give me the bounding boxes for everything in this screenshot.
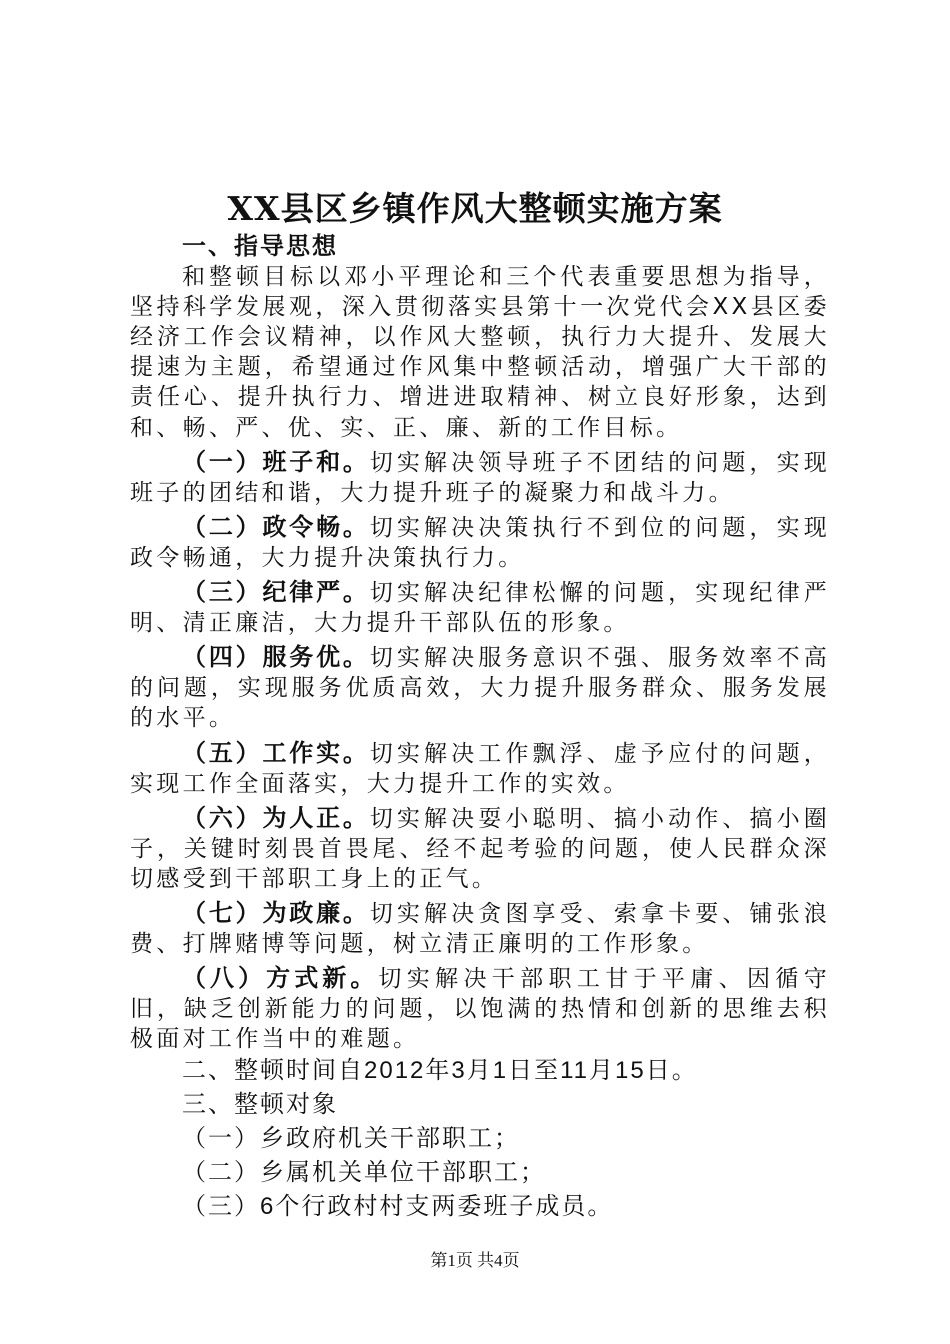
goal-tag: （五）工作实。 [182, 739, 370, 767]
goal-text: 切实解决贪图享受、索拿卡要、铺张浪费、打牌赌博等问题，树立清正廉明的工作形象。 [130, 900, 830, 958]
page-number-footer: 第1页 共4页 [430, 1251, 520, 1270]
goal-text: 切实解决决策执行不到位的问题，实现政令畅通，大力提升决策执行力。 [130, 514, 830, 571]
goal-paragraph [130, 513, 830, 573]
goal-tag: （二）政令畅。 [182, 513, 370, 541]
goal-tag: （七）为政廉。 [182, 899, 370, 927]
goal-paragraph [130, 448, 830, 508]
target-item: （一）乡政府机关干部职工； [182, 1125, 520, 1153]
goal-paragraph [130, 739, 830, 799]
goal-paragraph [130, 578, 830, 638]
goal-paragraph [130, 643, 830, 733]
goal-tag: （一）班子和。 [182, 448, 370, 476]
goal-tag: （八）方式新。 [182, 965, 379, 993]
section-heading-guiding-thought: 一、指导思想 [182, 233, 338, 260]
goal-paragraph [130, 804, 830, 894]
goal-text: 切实解决干部职工甘于平庸、因循守旧，缺乏创新能力的问题，以饱满的热情和创新的思维去积极面对工作当中的难题。 [130, 966, 831, 1053]
goal-text: 切实解决工作飘浮、虚予应付的问题，实现工作全面落实，大力提升工作的实效。 [130, 740, 830, 797]
goal-text: 切实解决服务意识不强、服务效率不高的问题，实现服务优质高效，大力提升服务群众、服务发展的水平。 [130, 645, 830, 732]
goal-text: 切实解决耍小聪明、搞小动作、搞小圈子，关键时刻畏首畏尾、经不起考验的问题，使人民群众深切感受到干部职工身上的正气。 [130, 805, 830, 892]
goal-tag: （三）纪律严。 [182, 579, 370, 607]
goal-paragraph [130, 964, 830, 1054]
document-body [130, 232, 830, 1224]
intro-paragraph: 和整顿目标以邓小平理论和三个代表重要思想为指导，坚持科学发展观，深入贯彻落实县第十一次党代会XX县区委经济工作会议精神，以作风大整顿，执行力大提升、发展大提速为主题，希望通过作风集中整顿活动，增强广大干部的责任心、提升执行力、增进进取精神、树立良好形象，达到和、畅、严、优、实、正、廉、新的工作目标。 [130, 264, 830, 441]
goal-text: 切实解决领导班子不团结的问题，实现班子的团结和谐，大力提升班子的凝聚力和战斗力。 [130, 449, 830, 506]
section-rectification-period: 二、整顿时间自2012年3月1日至11月15日。 [182, 1057, 698, 1085]
goal-tag: （六）为人正。 [182, 804, 370, 832]
section-heading-targets: 三、整顿对象 [182, 1091, 338, 1119]
goal-text: 切实解决纪律松懈的问题，实现纪律严明、清正廉洁，大力提升干部队伍的形象。 [130, 580, 830, 637]
target-item: （二）乡属机关单位干部职工； [182, 1159, 546, 1187]
target-item: （三）6个行政村村支两委班子成员。 [182, 1193, 614, 1221]
goal-paragraph [130, 899, 830, 959]
document-title: XX县区乡镇作风大整顿实施方案 [227, 189, 723, 228]
goal-tag: （四）服务优。 [182, 644, 370, 672]
